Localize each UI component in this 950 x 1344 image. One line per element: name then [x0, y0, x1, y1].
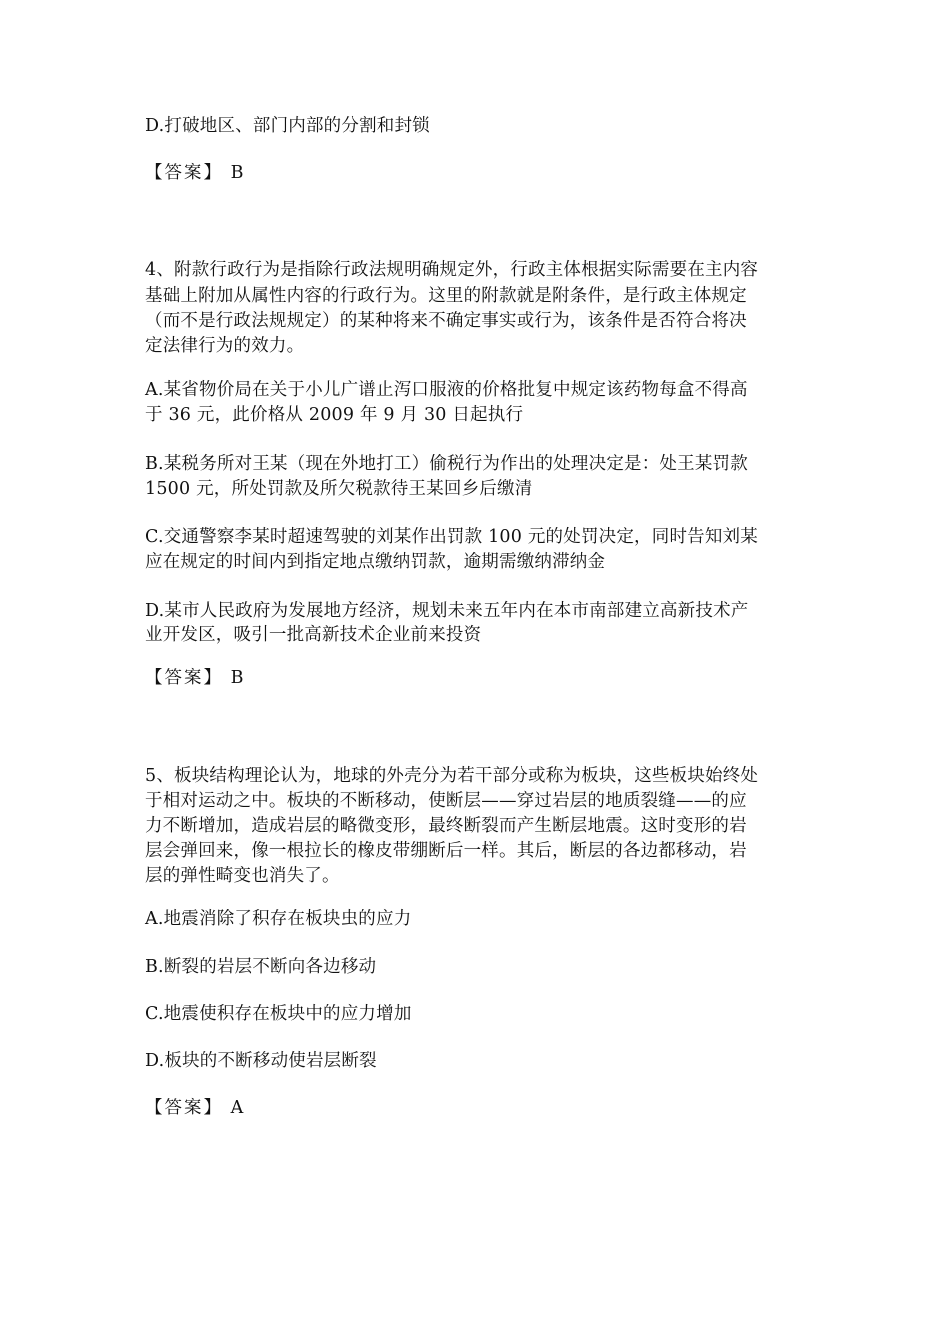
- q5-option-d: D.板块的不断移动使岩层断裂: [145, 1051, 377, 1071]
- answer-value: B: [230, 668, 246, 688]
- answer-value: A: [230, 1098, 246, 1118]
- q5-option-c: C.地震使积存在板块中的应力增加: [145, 1004, 412, 1024]
- q4-option-d-line-1: D.某市人民政府为发展地方经济，规划未来五年内在本市南部建立高新技术产: [145, 601, 749, 621]
- answer-label: 【答案】: [145, 163, 223, 183]
- q4-stem-line-2: 基础上附加从属性内容的行政行为。这里的附款就是附条件，是行政主体规定: [145, 286, 747, 306]
- q3-answer: [145, 161, 810, 186]
- answer-value: B: [230, 163, 246, 183]
- q5-stem-line-2: 于相对运动之中。板块的不断移动，使断层——穿过岩层的地质裂缝——的应: [145, 791, 747, 811]
- q4-stem-line-1: 4、附款行政行为是指除行政法规明确规定外，行政主体根据实际需要在主内容: [145, 260, 759, 280]
- q5-option-b: B.断裂的岩层不断向各边移动: [145, 957, 377, 977]
- q5-stem-line-3: 力不断增加，造成岩层的略微变形，最终断裂而产生断层地震。这时变形的岩: [145, 816, 747, 836]
- q4-option-d-line-2: 业开发区，吸引一批高新技术企业前来投资: [145, 625, 482, 645]
- q4-option-b-line-1: B.某税务所对王某（现在外地打工）偷税行为作出的处理决定是：处王某罚款: [145, 454, 748, 474]
- q4-option-c-line-2: 应在规定的时间内到指定地点缴纳罚款，逾期需缴纳滞纳金: [145, 552, 606, 572]
- answer-label: 【答案】: [145, 668, 223, 688]
- q4-option-a-line-2: 于 36 元，此价格从 2009 年 9 月 30 日起执行: [145, 405, 524, 425]
- q4-stem-line-3: （而不是行政法规规定）的某种将来不确定事实或行为，该条件是否符合将决: [145, 311, 747, 331]
- q5-stem-line-4: 层会弹回来，像一根拉长的橡皮带绷断后一样。其后，断层的各边都移动，岩: [145, 841, 747, 861]
- q5-answer: [145, 1096, 810, 1121]
- q5-stem-line-5: 层的弹性畸变也消失了。: [145, 866, 340, 886]
- q5-stem-line-1: 5、板块结构理论认为，地球的外壳分为若干部分或称为板块，这些板块始终处: [145, 766, 759, 786]
- q5-option-a: A.地震消除了积存在板块虫的应力: [145, 909, 412, 929]
- answer-label: 【答案】: [145, 1098, 223, 1118]
- q4-option-c-line-1: C.交通警察李某时超速驾驶的刘某作出罚款 100 元的处罚决定，同时告知刘某: [145, 527, 758, 547]
- q3-option-d: D.打破地区、部门内部的分割和封锁: [145, 116, 430, 136]
- q4-option-a-line-1: A.某省物价局在关于小儿广谱止泻口服液的价格批复中规定该药物每盒不得高: [145, 380, 748, 400]
- q4-answer: [145, 666, 810, 691]
- q4-option-b-line-2: 1500 元，所处罚款及所欠税款待王某回乡后缴清: [145, 479, 533, 499]
- q4-stem-line-4: 定法律行为的效力。: [145, 336, 305, 356]
